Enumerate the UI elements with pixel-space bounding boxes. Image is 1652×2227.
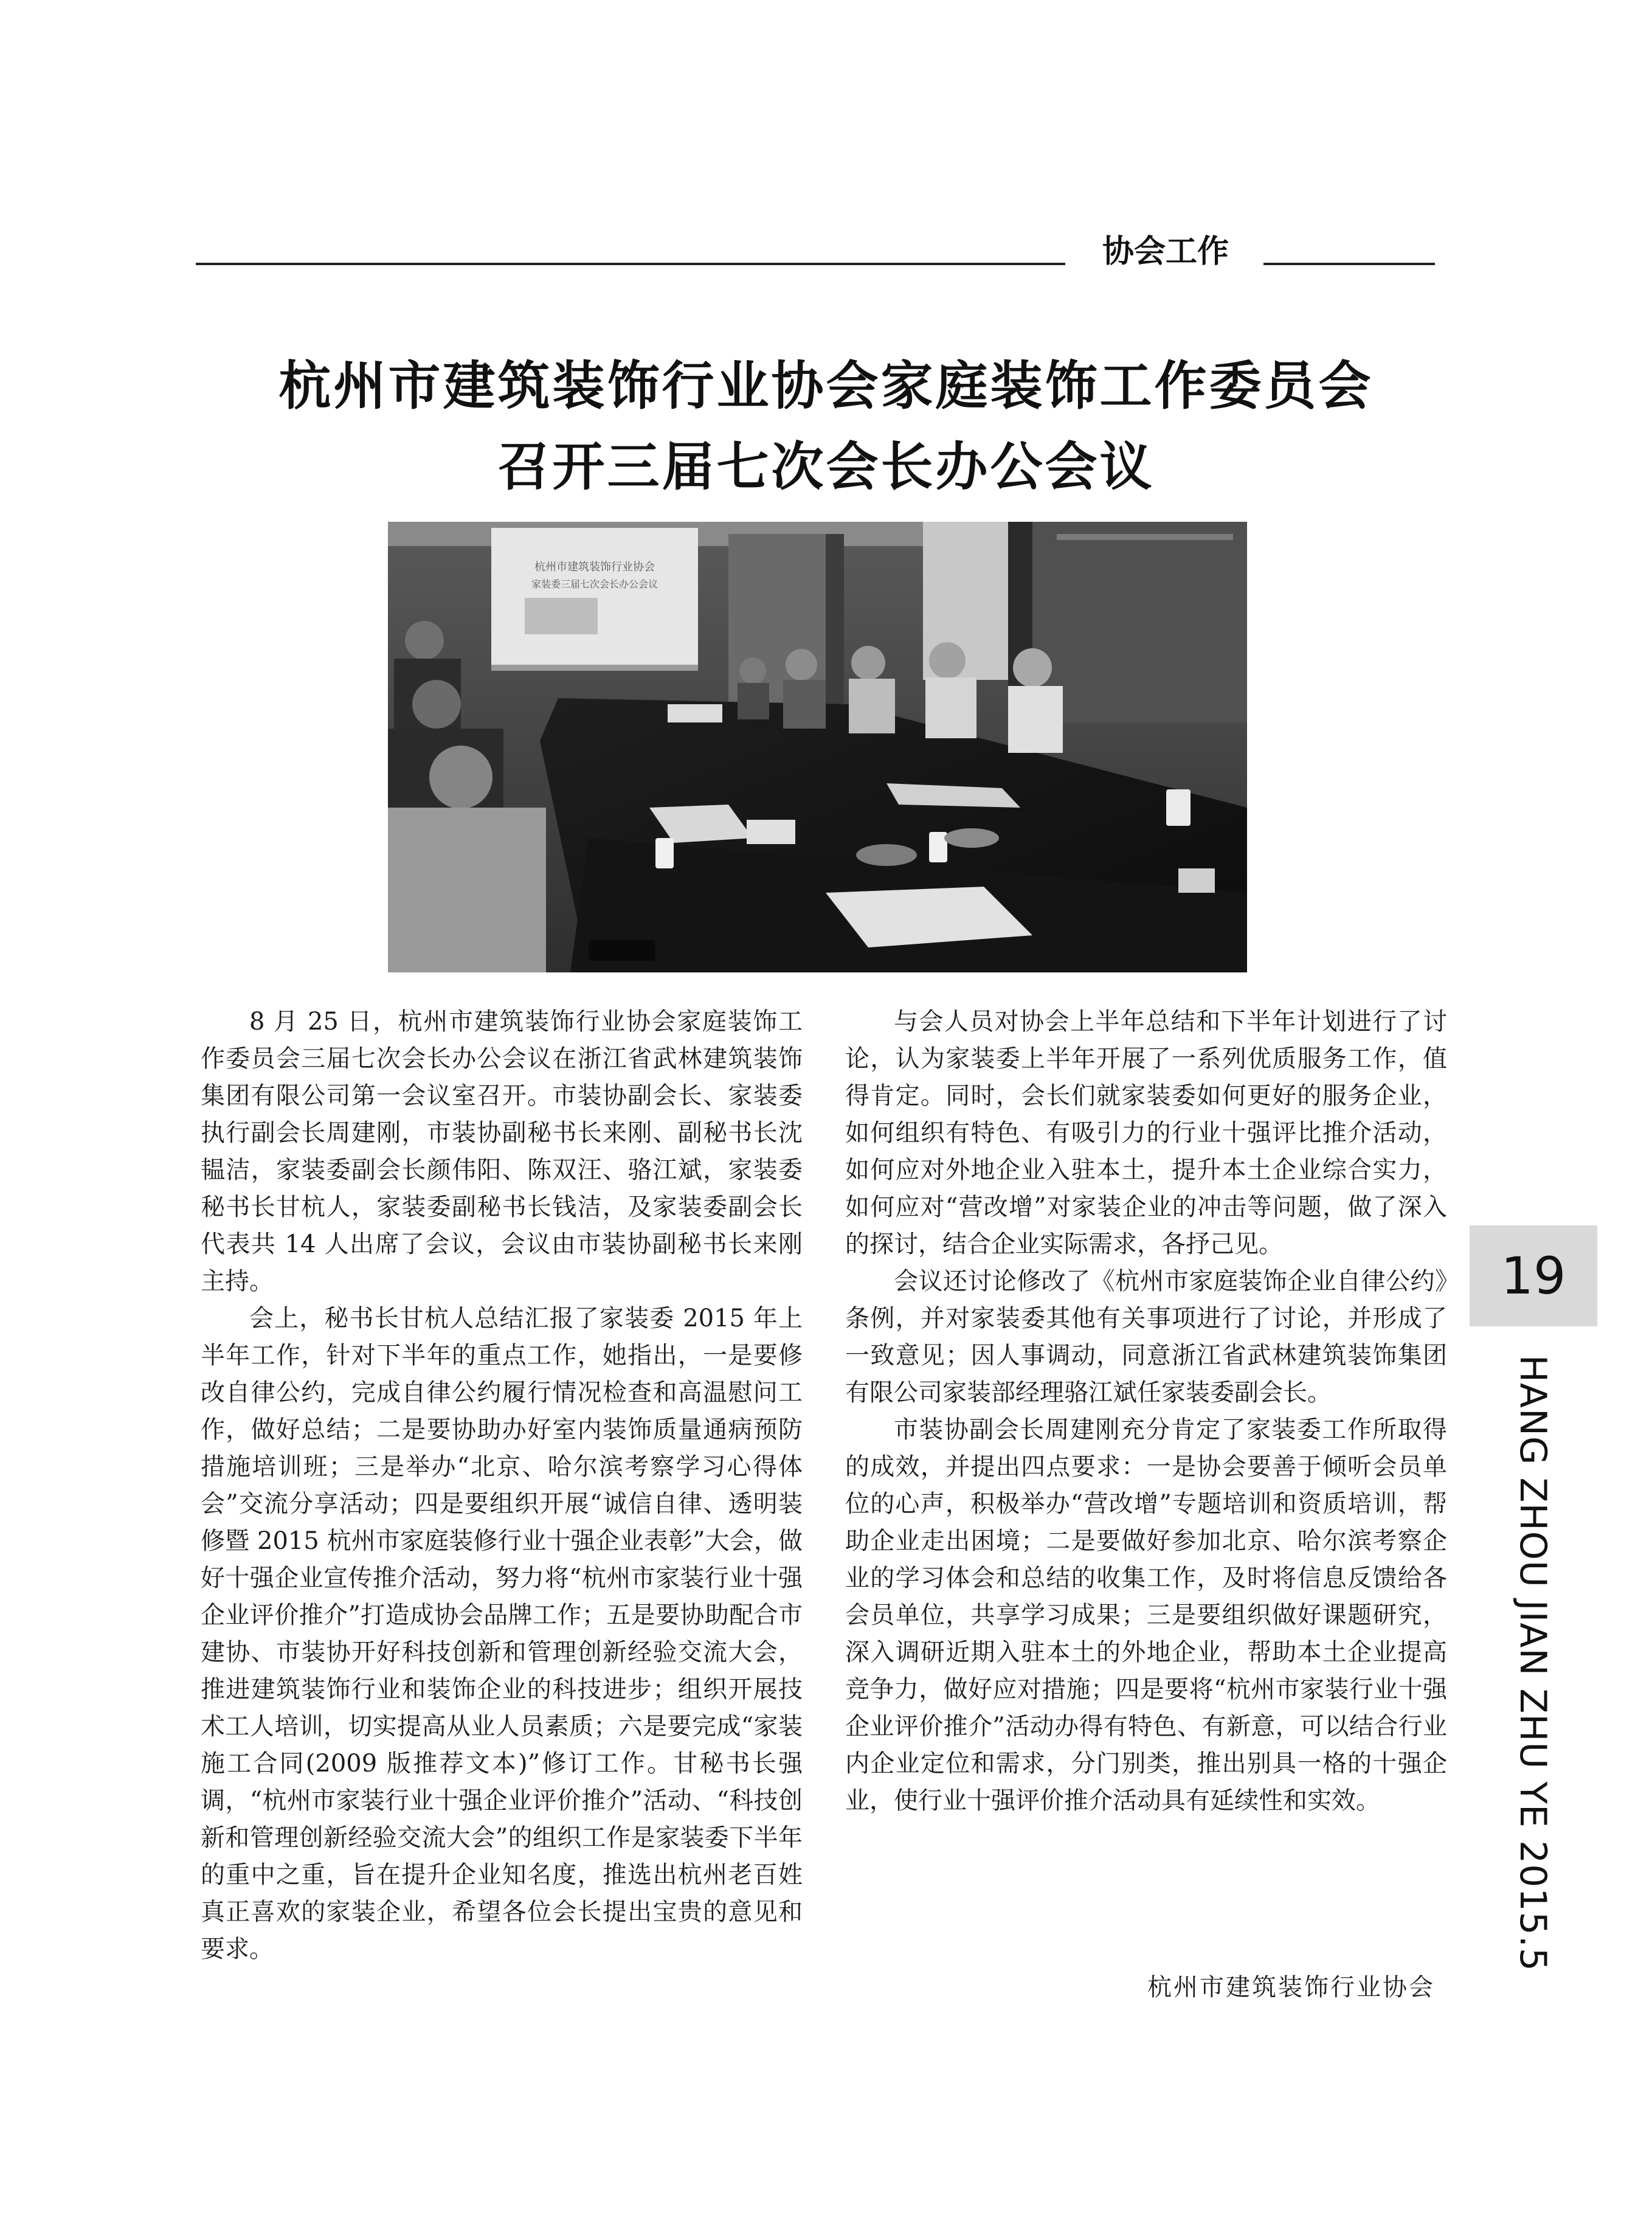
header-rule-left	[196, 263, 1065, 265]
article-column-right	[845, 1003, 1447, 1820]
meeting-photo	[388, 522, 1247, 972]
article-column-left	[201, 1003, 803, 1968]
page-number-box	[1470, 1225, 1597, 1326]
screen-text-line1: 杭州市建筑装饰行业协会	[534, 561, 655, 573]
paragraph: 会议还讨论修改了《杭州市家庭装饰企业自律公约》条例，并对家装委其他有关事项进行了讨论，并形成了一致意见；因人事调动，同意浙江省武林建筑装饰集团有限公司家装部经理骆江斌任家装委副会长。	[845, 1267, 1447, 1407]
screen-text-line2: 家装委三届七次会长办公会议	[531, 578, 658, 590]
paragraph: 与会人员对协会上半年总结和下半年计划进行了讨论，认为家装委上半年开展了一系列优质服务工作，值得肯定。同时，会长们就家装委如何更好的服务企业，如何组织有特色、有吸引力的行业十强评比推介活动，如何应对外地企业入驻本土，提升本土企业综合实力，如何应对“营改增”对家装企业的冲击等问题，做了深入的探讨，结合企业实际需求，各抒己见。	[845, 1008, 1447, 1258]
section-label: 协会工作	[1102, 234, 1229, 270]
page-number: 19	[1501, 1246, 1566, 1306]
paragraph: 市装协副会长周建刚充分肯定了家装委工作所取得的成效，并提出四点要求：一是协会要善于倾听会员单位的心声，积极举办“营改增”专题培训和资质培训，帮助企业走出困境；二是要做好参加北京、哈尔滨考察企业的学习体会和总结的收集工作，及时将信息反馈给各会员单位，共享学习成果；三是要组织做好课题研究，深入调研近期入驻本土的外地企业，帮助本土企业提高竞争力，做好应对措施；四是要将“杭州市家装行业十强企业评价推介”活动办得有特色、有新意，可以结合行业内企业定位和需求，分门别类，推出别具一格的十强企业，使行业十强评价推介活动具有延续性和实效。	[845, 1416, 1447, 1815]
article-title-line1: 杭州市建筑装饰行业协会家庭装饰工作委员会	[278, 356, 1374, 417]
article-title-line2: 召开三届七次会长办公会议	[497, 437, 1155, 497]
running-title-vertical	[1463, 1356, 1603, 1970]
paragraph: 会上，秘书长甘杭人总结汇报了家装委 2015 年上半年工作，针对下半年的重点工作，她指出，一是要修改自律公约，完成自律公约履行情况检查和高温慰问工作，做好总结；二是要协助办好室内装饰质量通病预防措施培训班；三是举办“北京、哈尔滨考察学习心得体会”交流分享活动；四是要组织开展“诚信自律、透明装修暨 2015 杭州市家庭装修行业十强企业表彰”大会，做好十强企业宣传推介活动，努力将“杭州市家装行业十强企业评价推介”打造成协会品牌工作；五是要协助配合市建协、市装协开好科技创新和管理创新经验交流大会，推进建筑装饰行业和装饰企业的科技进步；组织开展技术工人培训，切实提高从业人员素质；六是要完成“家装施工合同(2009 版推荐文本)”修订工作。甘秘书长强调，“杭州市家装行业十强企业评价推介”活动、“科技创新和管理创新经验交流大会”的组织工作是家装委下半年的重中之重，旨在提升企业知名度，推选出杭州老百姓真正喜欢的家装企业，希望各位会长提出宝贵的意见和要求。	[201, 1304, 803, 1963]
paragraph: 8 月 25 日，杭州市建筑装饰行业协会家庭装饰工作委员会三届七次会长办公会议在浙江省武林建筑装饰集团有限公司第一会议室召开。市装协副会长、家装委执行副会长周建刚，市装协副秘书长来刚、副秘书长沈韫洁，家装委副会长颜伟阳、陈双汪、骆江斌，家装委秘书长甘杭人，家装委副秘书长钱洁，及家装委副会长代表共 14 人出席了会议，会议由市装协副秘书长来刚主持。	[201, 1008, 803, 1295]
article-signature: 杭州市建筑装饰行业协会	[1147, 1973, 1435, 2001]
running-title: HANG ZHOU JIAN ZHU YE 2015.5	[1512, 1354, 1554, 1972]
header-rule-right	[1263, 263, 1435, 265]
